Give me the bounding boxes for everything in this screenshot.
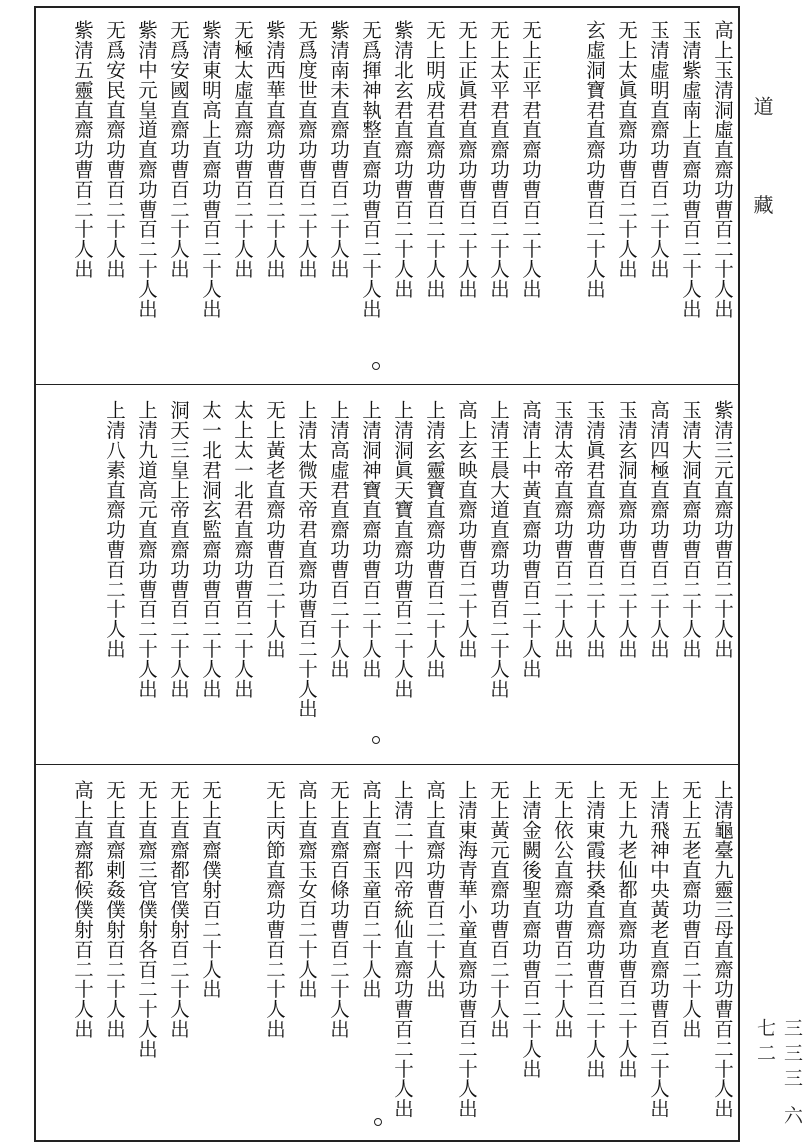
- section-divider: [34, 384, 740, 385]
- text-column: 紫清東明高上直齋功曹百二十人出: [199, 20, 222, 319]
- text-column: 上清二十四帝統仙直齋功曹百二十人出: [391, 780, 414, 1119]
- text-column: 无上黃老直齋功曹百二十人出: [263, 400, 286, 659]
- section-divider: [34, 764, 740, 765]
- text-column: [226, 780, 258, 1142]
- text-column: 高上直齋玉童百二十人出: [359, 780, 382, 999]
- text-column: 上清洞神寶直齋功曹百二十人出: [359, 400, 382, 679]
- text-column: 无上正平君直齋功曹百二十人出: [519, 20, 542, 299]
- column-group: [66, 780, 738, 1142]
- text-column: 无上直齋都官僕射百二十人出: [167, 780, 190, 1039]
- text-column: 无上九老仙都直齋功曹百二十人出: [615, 780, 638, 1079]
- text-column: 无上丙節直齋功曹百二十人出: [263, 780, 286, 1039]
- text-panel-top: [36, 20, 738, 382]
- text-column: 上清金闕後聖直齋功曹百二十人出: [519, 780, 542, 1079]
- text-column: 太上太一北君直齋功曹百二十人出: [231, 400, 254, 699]
- text-column: 无上直齋剌姦僕射百二十人出: [103, 780, 126, 1039]
- text-column: 玉清紫虛南上直齋功曹百二十人出: [679, 20, 702, 319]
- text-column: 太一北君洞玄監齋功曹百二十人出: [199, 400, 222, 699]
- text-column: 上清玄靈寶直齋功曹百二十人出: [423, 400, 446, 679]
- text-column: 无爲安國直齋功曹百二十人出: [167, 20, 190, 279]
- text-column: 高上玄映直齋功曹百二十人出: [455, 400, 478, 659]
- circle-mark: [374, 1118, 382, 1126]
- text-column: 无上直齋三官僕射各百二十人出: [135, 780, 158, 1059]
- text-column: 上清九道高元直齋功曹百二十人出: [135, 400, 158, 699]
- text-column: 无上依公直齋功曹百二十人出: [551, 780, 574, 1039]
- text-column: 高清上中黃直齋功曹百二十人出: [519, 400, 542, 679]
- text-column: 上清高虛君直齋功曹百二十人出: [327, 400, 350, 679]
- text-column: 无上正眞君直齋功曹百二十人出: [455, 20, 478, 299]
- text-column: 无上五老直齋功曹百二十人出: [679, 780, 702, 1039]
- text-column: 无上太平君直齋功曹百二十人出: [487, 20, 510, 299]
- text-column: [546, 20, 578, 382]
- text-column: 高上直齋功曹百二十人出: [423, 780, 446, 999]
- text-column: 上清龜臺九靈三母直齋功曹百二十人出: [711, 780, 734, 1119]
- text-column: 高清四極直齋功曹百二十人出: [647, 400, 670, 659]
- text-column: 上清東霞扶桑直齋功曹百二十人出: [583, 780, 606, 1079]
- text-column: 上清洞眞天寶直齋功曹百二十人出: [391, 400, 414, 699]
- text-column: 玉清虛明直齋功曹百二十人出: [647, 20, 670, 279]
- text-column: 无爲安民直齋功曹百二十人出: [103, 20, 126, 279]
- text-column: 高上直齋都候僕射百二十人出: [71, 780, 94, 1039]
- text-column: 无極太虛直齋功曹百二十人出: [231, 20, 254, 279]
- text-column: 无爲揮神執整直齋功曹百二十人出: [359, 20, 382, 319]
- column-group: [98, 400, 738, 762]
- text-column: 紫清西華直齋功曹百二十人出: [263, 20, 286, 279]
- text-column: 紫清五靈直齋功曹百二十人出: [71, 20, 94, 279]
- text-column: 上清東海青華小童直齋功曹百二十人出: [455, 780, 478, 1119]
- text-column: 紫清三元直齋功曹百二十人出: [711, 400, 734, 659]
- text-column: 高上直齋玉女百二十人出: [295, 780, 318, 999]
- text-column: 上清八素直齋功曹百二十人出: [103, 400, 126, 659]
- circle-mark: [372, 736, 380, 744]
- page-number: 三三三 六七二: [754, 1018, 803, 1131]
- text-column: 无上直齋百條功曹百二十人出: [327, 780, 350, 1039]
- text-column: 无上黃元直齋功曹百二十人出: [487, 780, 510, 1039]
- text-column: 紫清北玄君直齋功曹百二十人出: [391, 20, 414, 299]
- text-column: 高上玉清洞虛直齋功曹百二十人出: [711, 20, 734, 319]
- text-column: 无上明成君直齋功曹百二十人出: [423, 20, 446, 299]
- text-column: 紫清中元皇道直齋功曹百二十人出: [135, 20, 158, 319]
- text-column: 玉清玄洞直齋功曹百二十人出: [615, 400, 638, 659]
- text-panel-middle: [36, 400, 738, 762]
- text-column: 玄虛洞寶君直齋功曹百二十人出: [583, 20, 606, 299]
- text-column: 紫清南未直齋功曹百二十人出: [327, 20, 350, 279]
- text-column: 上清太微天帝君直齋功曹百二十人出: [295, 400, 318, 719]
- text-column: 上清飛神中央黃老直齋功曹百二十人出: [647, 780, 670, 1119]
- text-column: 玉清大洞直齋功曹百二十人出: [679, 400, 702, 659]
- text-panel-bottom: [36, 780, 738, 1142]
- text-column: 玉清眞君直齋功曹百二十人出: [583, 400, 606, 659]
- column-group: [66, 20, 738, 382]
- text-column: 无爲度世直齋功曹百二十人出: [295, 20, 318, 279]
- text-column: 无上直齋僕射百二十人出: [199, 780, 222, 999]
- margin-label: 道 藏: [750, 96, 774, 251]
- text-column: 洞天三皇上帝直齋功曹百二十人出: [167, 400, 190, 699]
- text-column: 玉清太帝直齋功曹百二十人出: [551, 400, 574, 659]
- circle-mark: [372, 362, 380, 370]
- text-column: 上清王晨大道直齋功曹百二十人出: [487, 400, 510, 699]
- text-column: 无上太眞直齋功曹百二十人出: [615, 20, 638, 279]
